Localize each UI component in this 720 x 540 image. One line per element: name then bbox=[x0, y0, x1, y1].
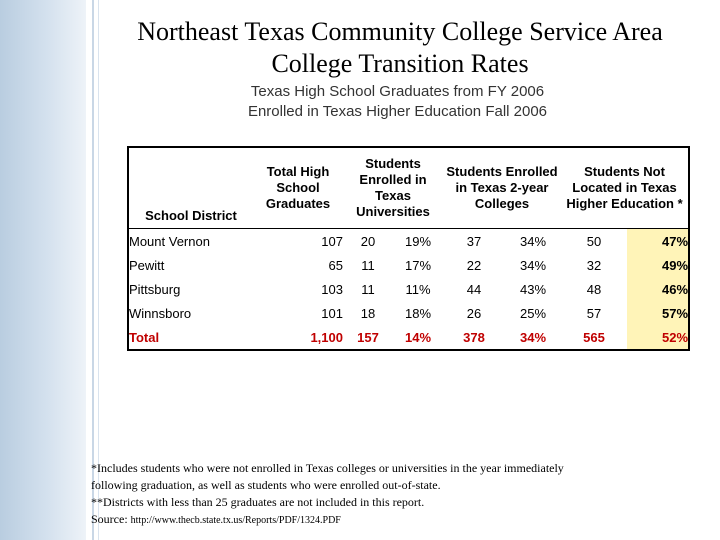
cell-univ-pct: 11% bbox=[405, 281, 431, 297]
subtitle-line-2: Enrolled in Texas Higher Education Fall 2006 bbox=[247, 103, 548, 120]
title-line-2: College Transition Rates bbox=[271, 49, 529, 78]
subtitle-line-1: Texas High School Graduates from FY 2006 bbox=[250, 83, 545, 100]
cell-graduates: 101 bbox=[321, 305, 343, 321]
cell-two-pct: 34% bbox=[519, 257, 547, 273]
cell-two-pct: 25% bbox=[519, 305, 547, 321]
cell-graduates: 107 bbox=[321, 233, 343, 249]
cell-univ-pct: 17% bbox=[404, 257, 432, 273]
cell-district: Mount Vernon bbox=[129, 233, 210, 249]
cell-univ-n: 11 bbox=[361, 281, 375, 297]
header-school-district: School District bbox=[128, 147, 253, 229]
table-row bbox=[128, 301, 689, 325]
footnote-1-line-1: *Includes students who were not enrolled in Texas colleges or universities in the year immediately bbox=[91, 461, 564, 475]
cell-two-pct: 34% bbox=[519, 329, 547, 345]
footnotes bbox=[91, 460, 691, 529]
cell-univ-n: 20 bbox=[360, 233, 376, 249]
cell-nl-pct: 47% bbox=[627, 229, 689, 254]
source-url: http://www.thecb.state.tx.us/Reports/PDF/1324.PDF bbox=[130, 515, 341, 526]
cell-univ-n: 157 bbox=[357, 329, 379, 345]
cell-two-n: 22 bbox=[466, 257, 482, 273]
header-two-year-colleges: Students Enrolled in Texas 2-year Colleges bbox=[443, 147, 561, 229]
cell-univ-pct: 19% bbox=[404, 233, 432, 249]
cell-nl-n: 50 bbox=[586, 233, 602, 249]
cell-graduates: 1,100 bbox=[310, 329, 343, 345]
cell-two-pct: 34% bbox=[519, 233, 547, 249]
cell-graduates: 103 bbox=[321, 281, 343, 297]
header-not-located: Students Not Located in Texas Higher Education * bbox=[561, 147, 689, 229]
cell-district: Pittsburg bbox=[129, 281, 181, 297]
table-row bbox=[128, 229, 689, 254]
page-subtitle bbox=[100, 82, 695, 122]
decorative-side-line bbox=[92, 0, 94, 540]
header-total-graduates: Total High School Graduates bbox=[253, 147, 343, 229]
cell-district: Pewitt bbox=[129, 257, 165, 273]
cell-univ-pct: 14% bbox=[404, 329, 432, 345]
table-body bbox=[128, 229, 689, 351]
cell-district: Total bbox=[129, 329, 160, 345]
header-universities: Students Enrolled in Texas Universities bbox=[343, 147, 443, 229]
footnote-2: **Districts with less than 25 graduates are not included in this report. bbox=[91, 495, 425, 509]
cell-district: Winnsboro bbox=[129, 305, 192, 321]
cell-nl-pct: 46% bbox=[627, 277, 689, 301]
cell-nl-pct: 52% bbox=[627, 325, 689, 350]
table-row bbox=[128, 253, 689, 277]
footnote-1-line-2: following graduation, as well as students who were enrolled out-of-state. bbox=[91, 478, 441, 492]
source-line bbox=[91, 511, 691, 529]
cell-nl-n: 32 bbox=[586, 257, 602, 273]
cell-nl-n: 48 bbox=[586, 281, 602, 297]
cell-univ-n: 11 bbox=[361, 257, 375, 273]
cell-nl-pct: 57% bbox=[627, 301, 689, 325]
cell-two-n: 378 bbox=[463, 329, 485, 345]
cell-nl-n: 57 bbox=[586, 305, 602, 321]
cell-two-pct: 43% bbox=[519, 281, 547, 297]
source-label: Source: bbox=[91, 512, 131, 526]
table-row bbox=[128, 277, 689, 301]
cell-nl-pct: 49% bbox=[627, 253, 689, 277]
cell-nl-n: 565 bbox=[583, 329, 605, 345]
decorative-side-band bbox=[0, 0, 86, 540]
table-header-row bbox=[128, 147, 689, 229]
cell-two-n: 37 bbox=[466, 233, 482, 249]
cell-univ-n: 18 bbox=[360, 305, 376, 321]
transition-rates-table bbox=[127, 146, 690, 351]
cell-univ-pct: 18% bbox=[404, 305, 432, 321]
cell-two-n: 44 bbox=[466, 281, 482, 297]
cell-two-n: 26 bbox=[466, 305, 482, 321]
table-total-row bbox=[128, 325, 689, 350]
cell-graduates: 65 bbox=[328, 257, 343, 273]
title-line-1: Northeast Texas Community College Service Area bbox=[137, 17, 663, 46]
decorative-side-line bbox=[98, 0, 99, 540]
page-title bbox=[100, 16, 700, 80]
